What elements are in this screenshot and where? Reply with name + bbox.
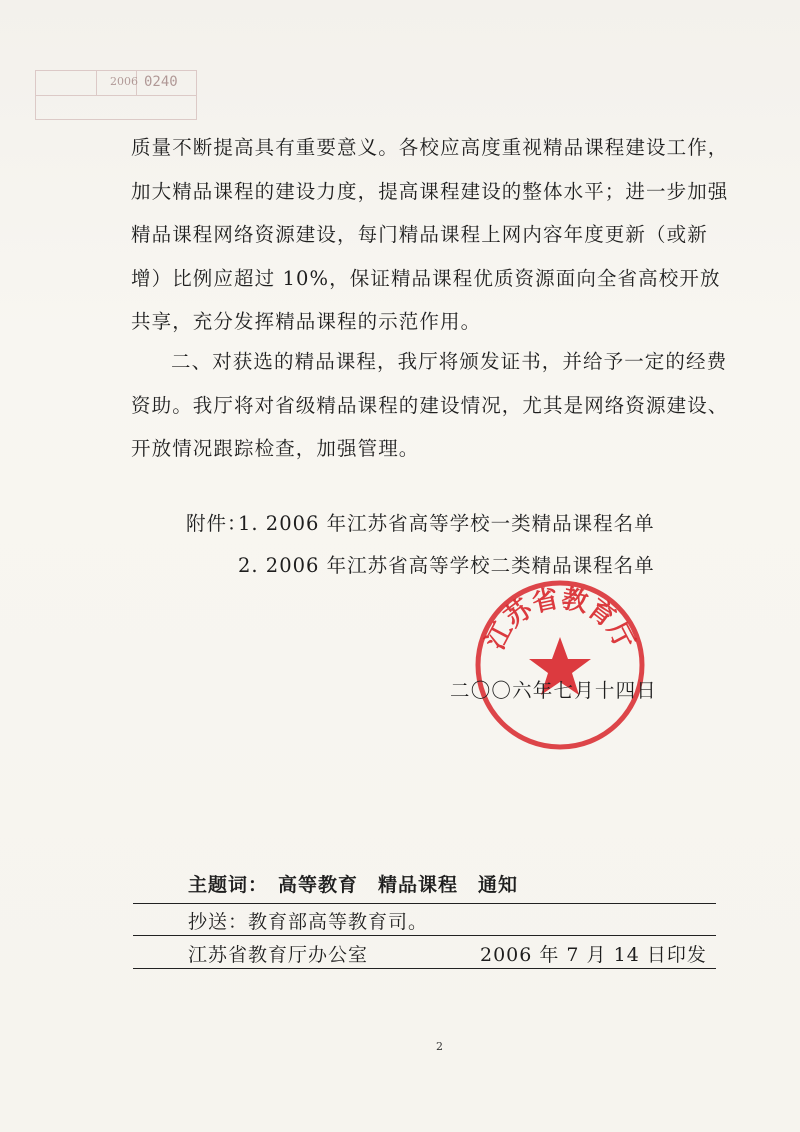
official-seal <box>470 575 650 755</box>
keywords-label: 主题词： <box>188 874 269 896</box>
attachment-item-2: 2. 2006 年江苏省高等学校二类精品课程名单 <box>238 554 655 577</box>
attachments-label: 附件： <box>186 512 248 535</box>
registration-stamp <box>35 70 197 120</box>
page-number: 2 <box>436 1040 443 1053</box>
issuer-office: 江苏省教育厅办公室 <box>188 944 369 966</box>
cc-line: 抄送：教育部高等教育司。 <box>188 911 429 933</box>
attachment-item-1: 1. 2006 年江苏省高等学校一类精品课程名单 <box>238 512 655 535</box>
footer-rule <box>133 935 716 936</box>
keywords-line <box>188 870 518 897</box>
body-paragraph-2: 二、对获选的精品课程，我厅将颁发证书，并给予一定的经费资助。我厅将对省级精品课程的建设情况，尤其是网络资源建设、开放情况跟踪检查，加强管理。 <box>131 350 729 460</box>
registration-year: 2006 <box>110 75 138 88</box>
keywords-terms: 高等教育 精品课程 通知 <box>278 874 519 896</box>
seal-text: 江苏省教育厅 <box>480 583 640 655</box>
footer-rule <box>133 968 716 969</box>
issue-date: 二〇〇六年七月十四日 <box>450 679 658 702</box>
footer-rule <box>133 903 716 904</box>
printed-date: 2006 年 7 月 14 日印发 <box>480 944 707 966</box>
registration-number: 0240 <box>144 74 178 90</box>
body-paragraph-1: 质量不断提高具有重要意义。各校应高度重视精品课程建设工作，加大精品课程的建设力度，提高课程建设的整体水平；进一步加强精品课程网络资源建设，每门精品课程上网内容年度更新（或新增）比例应超过 10%，保证精品课程优质资源面向全省高校开放共享，充分发挥精品课程的示范作用。 <box>131 136 729 333</box>
